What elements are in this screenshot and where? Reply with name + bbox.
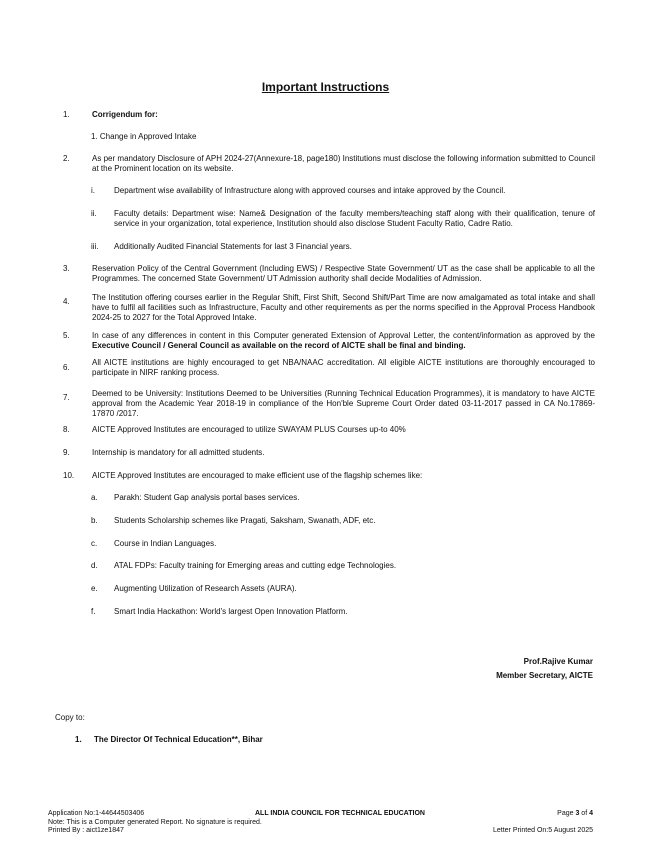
sub-item <box>91 584 595 594</box>
footer-organization: ALL INDIA COUNCIL FOR TECHNICAL EDUCATION <box>255 810 425 817</box>
item-text: The Director Of Technical Education**, Bihar <box>94 735 263 744</box>
item-number: 2. <box>63 154 70 163</box>
instruction-10 <box>63 471 595 481</box>
bold-clause: Executive Council / General Council as available on the record of AICTE shall be final and binding. <box>92 341 466 350</box>
item-text: Corrigendum for: <box>92 110 158 119</box>
footer-note: Note: This is a Computer generated Report. No signature is required. <box>48 818 262 826</box>
footer-left <box>48 810 262 836</box>
sub-item <box>91 561 595 571</box>
item-text: Faculty details: Department wise: Name& Designation of the faculty members/teaching staff along with their qualification, tenure of service in your organization, total experience, Institution should also disclose Student Faculty Ratio, Cadre Ratio. <box>114 209 595 228</box>
item-text: In case of any differences in content in this Computer generated Extension of Approval Letter, the content/information as approved by the Executive Council / General Council as available on the record of AICTE shall be final and binding. <box>92 331 595 350</box>
item-text: Additionally Audited Financial Statements for last 3 Financial years. <box>114 242 352 251</box>
sub-item <box>91 242 595 252</box>
item-number: f. <box>91 607 96 616</box>
item-number: iii. <box>91 242 99 251</box>
instruction-8 <box>63 425 595 435</box>
instruction-2 <box>63 154 595 174</box>
printed-on-date: Letter Printed On:5 August 2025 <box>492 826 593 834</box>
instruction-1 <box>63 110 595 120</box>
copy-to-item <box>75 735 263 745</box>
item-text: ATAL FDPs: Faculty training for Emerging areas and cutting edge Technologies. <box>114 561 397 570</box>
sub-item <box>91 516 595 526</box>
item-number: 1. <box>63 110 70 119</box>
sub-item <box>91 186 595 196</box>
page-title: Important Instructions <box>261 80 390 94</box>
item-text: Reservation Policy of the Central Government (Including EWS) / Respective State Government/ UT as the case shall be applicable to all the Programmes. The concerned State Government/ UT Admission authority shall decide Modalities of Admission. <box>92 264 595 283</box>
printed-by: Printed By : aict1ze1847 <box>48 827 124 834</box>
application-number: Application No:1-44644503406 <box>48 810 145 817</box>
item-number: 4. <box>63 297 70 306</box>
item-text: Internship is mandatory for all admitted students. <box>92 448 265 457</box>
item-number: 8. <box>63 425 70 434</box>
item-text: All AICTE institutions are highly encouraged to get NBA/NAAC accreditation. All eligible AICTE institutions are thoroughly encouraged to participate in NIRF ranking process. <box>92 358 595 377</box>
item-text: 1. Change in Approved Intake <box>91 132 197 141</box>
item-number: e. <box>91 584 98 593</box>
item-text: Augmenting Utilization of Research Assets (AURA). <box>114 584 297 593</box>
item-number: 1. <box>75 735 82 744</box>
item-text: Parakh: Student Gap analysis portal bases services. <box>114 493 300 502</box>
page-indicator: Page 3 of 4 <box>557 810 593 817</box>
instruction-4 <box>63 293 595 323</box>
item-number: 10. <box>63 471 75 480</box>
item-number: 6. <box>63 363 70 372</box>
item-text: As per mandatory Disclosure of APH 2024-27(Annexure-18, page180) Institutions must disclose the following information submitted to Council at the Prominent location on its website. <box>92 154 595 173</box>
sub-item <box>91 607 595 617</box>
item-text: AICTE Approved Institutes are encouraged to utilize SWAYAM PLUS Courses up-to 40% <box>92 425 406 434</box>
item-text: Students Scholarship schemes like Pragati, Saksham, Swanath, ADF, etc. <box>114 516 376 525</box>
item-text: Deemed to be University: Institutions Deemed to be Universities (Running Technical Education Programmes), it is mandatory to have AICTE approval from the Academic Year 2018-19 in compliance of the Hon'ble Supreme Court Order dated 03-11-2017 passed in CA No.17869- 17870 /2017. <box>92 389 595 418</box>
item-text: Course in Indian Languages. <box>114 539 217 548</box>
item-text: Department wise availability of Infrastructure along with approved courses and intake approved by the Council. <box>114 186 506 195</box>
instruction-3 <box>63 264 595 284</box>
sub-item <box>91 209 595 229</box>
item-number: d. <box>91 561 98 570</box>
item-text: The Institution offering courses earlier in the Regular Shift, First Shift, Second Shift/Part Time are now amalgamated as total intake and shall have to fulfil all facilities such as Infrastructure, Faculty and other requirements as per the norms specified in the Approval Process Handbook 2024-25 to 2027 for the Total Approved Intake. <box>92 293 595 322</box>
instruction-7 <box>63 389 595 419</box>
corrigendum-detail <box>91 132 595 142</box>
item-number: 7. <box>63 393 70 402</box>
item-number: b. <box>91 516 98 525</box>
signatory-designation: Member Secretary, AICTE <box>496 671 593 680</box>
instruction-6 <box>63 358 595 378</box>
item-number: 9. <box>63 448 70 457</box>
item-number: 5. <box>63 331 70 340</box>
item-number: a. <box>91 493 98 502</box>
signatory-name: Prof.Rajive Kumar <box>523 657 593 666</box>
item-text: AICTE Approved Institutes are encouraged to make efficient use of the flagship schemes like: <box>92 471 423 480</box>
instruction-5 <box>63 331 595 351</box>
copy-to-label: Copy to: <box>55 713 85 722</box>
item-number: ii. <box>91 209 97 218</box>
item-number: 3. <box>63 264 70 273</box>
footer-right <box>493 810 593 835</box>
sub-item <box>91 493 595 503</box>
item-number: c. <box>91 539 98 548</box>
instruction-9 <box>63 448 595 458</box>
item-number: i. <box>91 186 95 195</box>
sub-item <box>91 539 595 549</box>
item-text: Smart India Hackathon: World's largest Open Innovation Platform. <box>114 607 348 616</box>
